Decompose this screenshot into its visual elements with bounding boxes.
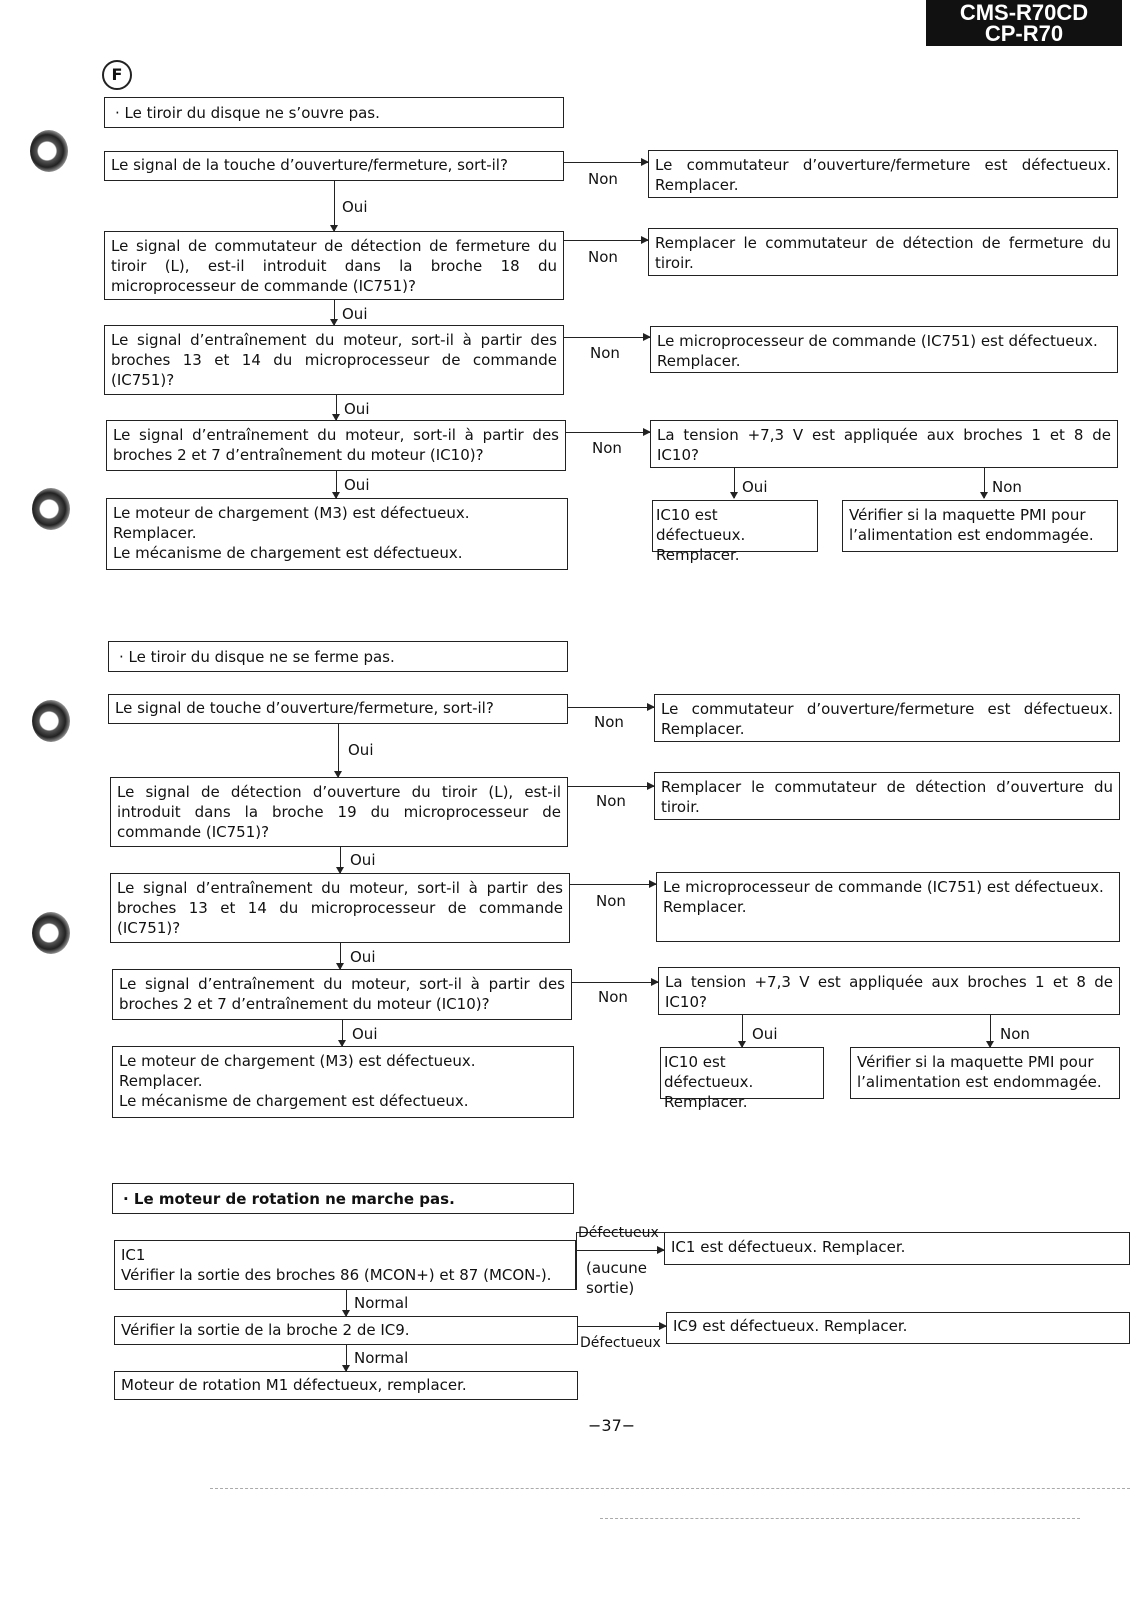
s2-down-5 <box>742 1015 743 1047</box>
s2-down-2 <box>340 847 341 873</box>
s2-answer-1: Le commutateur d’ouverture/fermeture est défectueux. Remplacer. <box>654 694 1120 742</box>
s1-answer-1: Le commutateur d’ouverture/fermeture est défectueux. Remplacer. <box>648 150 1118 198</box>
binder-hole-icon <box>30 130 68 172</box>
s1-down-4 <box>336 471 337 498</box>
s1-down-1 <box>334 181 335 231</box>
s3-down-2 <box>346 1345 347 1371</box>
s2-oui-5: Oui <box>752 1025 778 1043</box>
s1-arrow-3 <box>564 337 650 338</box>
s2-answer-3: Le microprocesseur de commande (IC751) est défectueux. Remplacer. <box>656 872 1120 942</box>
s2-question-4: Le signal d’entraînement du moteur, sort-il à partir des broches 2 et 7 d’entraînement du moteur (IC10)? <box>112 969 572 1020</box>
s1-down-2 <box>334 300 335 325</box>
s3-down-1 <box>346 1290 347 1316</box>
s3-question-3: Moteur de rotation M1 défectueux, remplacer. <box>114 1371 578 1400</box>
s2-arrow-3 <box>570 884 656 885</box>
s3-answer-1: IC1 est défectueux. Remplacer. <box>664 1232 1130 1265</box>
s2-arrow-2 <box>568 786 654 787</box>
s2-non-5: Non <box>1000 1025 1030 1043</box>
s3-arrow-2 <box>578 1326 666 1327</box>
s2-arrow-1 <box>568 707 654 708</box>
s2-question-3: Le signal d’entraînement du moteur, sort-il à partir des broches 13 et 14 du microprocesseur de commande (IC751)? <box>110 873 570 943</box>
section3-title <box>112 1183 574 1214</box>
s1-arrow-4 <box>566 432 650 433</box>
s2-result-1: Le moteur de chargement (M3) est défectueux. Remplacer. Le mécanisme de chargement est défectueux. <box>112 1046 574 1118</box>
s1-question-2: Le signal de commutateur de détection de fermeture du tiroir (L), est-il introduit dans la broche 18 du microprocesseur de commande (IC751)? <box>104 231 564 300</box>
s3-question-1: IC1 Vérifier la sortie des broches 86 (MCON+) et 87 (MCON-). <box>114 1240 576 1290</box>
s2-question-1: Le signal de touche d’ouverture/fermeture, sort-il? <box>108 694 568 724</box>
binder-hole-icon <box>32 700 70 742</box>
s2-answer-2: Remplacer le commutateur de détection d’ouverture du tiroir. <box>654 772 1120 820</box>
model-line-1: CMS-R70CD <box>959 0 1089 25</box>
scan-artifact <box>600 1518 1080 1519</box>
s1-question-4: Le signal d’entraînement du moteur, sort-il à partir des broches 2 et 7 d’entraînement du moteur (IC10)? <box>106 420 566 471</box>
s1-oui-4: Oui <box>344 476 370 494</box>
section-mark: F <box>102 60 132 90</box>
s1-non-3: Non <box>590 344 620 362</box>
s1-non-2: Non <box>588 248 618 266</box>
s2-oui-3: Oui <box>350 948 376 966</box>
s1-oui-3: Oui <box>344 400 370 418</box>
s1-question-3: Le signal d’entraînement du moteur, sort-il à partir des broches 13 et 14 du microprocesseur de commande (IC751)? <box>104 325 564 395</box>
s3-normal-1: Normal <box>354 1294 409 1312</box>
binder-hole-icon <box>32 912 70 954</box>
s2-non-3: Non <box>596 892 626 910</box>
s1-oui-5: Oui <box>742 478 768 496</box>
s1-arrow-1 <box>564 162 648 163</box>
page-number: −37− <box>588 1416 636 1435</box>
s1-answer-4: La tension +7,3 V est appliquée aux broches 1 et 8 de IC10? <box>650 420 1118 468</box>
model-line-2: CP-R70 <box>984 21 1064 46</box>
s2-non-1: Non <box>594 713 624 731</box>
section2-title: · Le tiroir du disque ne se ferme pas. <box>108 641 568 672</box>
s2-down-6 <box>990 1015 991 1047</box>
s3-question-2: Vérifier la sortie de la broche 2 de IC9. <box>114 1316 578 1345</box>
s2-oui-1: Oui <box>348 741 374 759</box>
s1-question-1: Le signal de la touche d’ouverture/fermeture, sort-il? <box>104 151 564 181</box>
model-badge <box>926 0 1122 46</box>
s1-answer-3: Le microprocesseur de commande (IC751) est défectueux. Remplacer. <box>650 326 1118 373</box>
s2-question-2: Le signal de détection d’ouverture du tiroir (L), est-il introduit dans la broche 19 du microprocesseur de commande (IC751)? <box>110 777 568 847</box>
section3-title-text: · Le moteur de rotation ne marche pas. <box>123 1190 455 1208</box>
s2-result-3: Vérifier si la maquette PMI pour l’alimentation est endommagée. <box>850 1047 1120 1099</box>
s2-arrow-4 <box>572 982 658 983</box>
s2-down-3 <box>340 943 341 969</box>
s2-non-2: Non <box>596 792 626 810</box>
s1-down-3 <box>336 395 337 420</box>
section1-title: · Le tiroir du disque ne s’ouvre pas. <box>104 97 564 128</box>
s3-aucune-sortie: (aucune sortie) <box>586 1259 648 1297</box>
s2-down-4 <box>342 1020 343 1046</box>
s3-arrow-1 <box>576 1250 664 1251</box>
s1-down-6 <box>984 468 985 498</box>
s2-answer-4: La tension +7,3 V est appliquée aux broches 1 et 8 de IC10? <box>658 967 1120 1015</box>
s1-non-5: Non <box>992 478 1022 496</box>
s1-answer-2: Remplacer le commutateur de détection de fermeture du tiroir. <box>648 228 1118 276</box>
s2-non-4: Non <box>598 988 628 1006</box>
s1-result-2: IC10 est défectueux. Remplacer. <box>652 500 818 552</box>
s3-defectueux-2: Défectueux <box>580 1335 661 1351</box>
s3-defectueux-1: Défectueux <box>578 1225 659 1241</box>
s2-oui-2: Oui <box>350 851 376 869</box>
s3-normal-2: Normal <box>354 1349 409 1367</box>
s1-result-1: Le moteur de chargement (M3) est défectueux. Remplacer. Le mécanisme de chargement est défectueux. <box>106 498 568 570</box>
binder-hole-icon <box>32 488 70 530</box>
s1-oui-1: Oui <box>342 198 368 216</box>
s1-result-3: Vérifier si la maquette PMI pour l’alimentation est endommagée. <box>842 500 1118 552</box>
s1-arrow-2 <box>564 240 648 241</box>
s1-down-5 <box>734 468 735 498</box>
s1-oui-2: Oui <box>342 305 368 323</box>
s3-answer-2: IC9 est défectueux. Remplacer. <box>666 1312 1130 1344</box>
s2-oui-4: Oui <box>352 1025 378 1043</box>
s1-non-1: Non <box>588 170 618 188</box>
s2-down-1 <box>338 724 339 777</box>
scan-artifact <box>210 1488 1130 1489</box>
s2-result-2: IC10 est défectueux. Remplacer. <box>660 1047 824 1099</box>
s1-non-4: Non <box>592 439 622 457</box>
s3-branch-vert-1 <box>576 1232 577 1290</box>
